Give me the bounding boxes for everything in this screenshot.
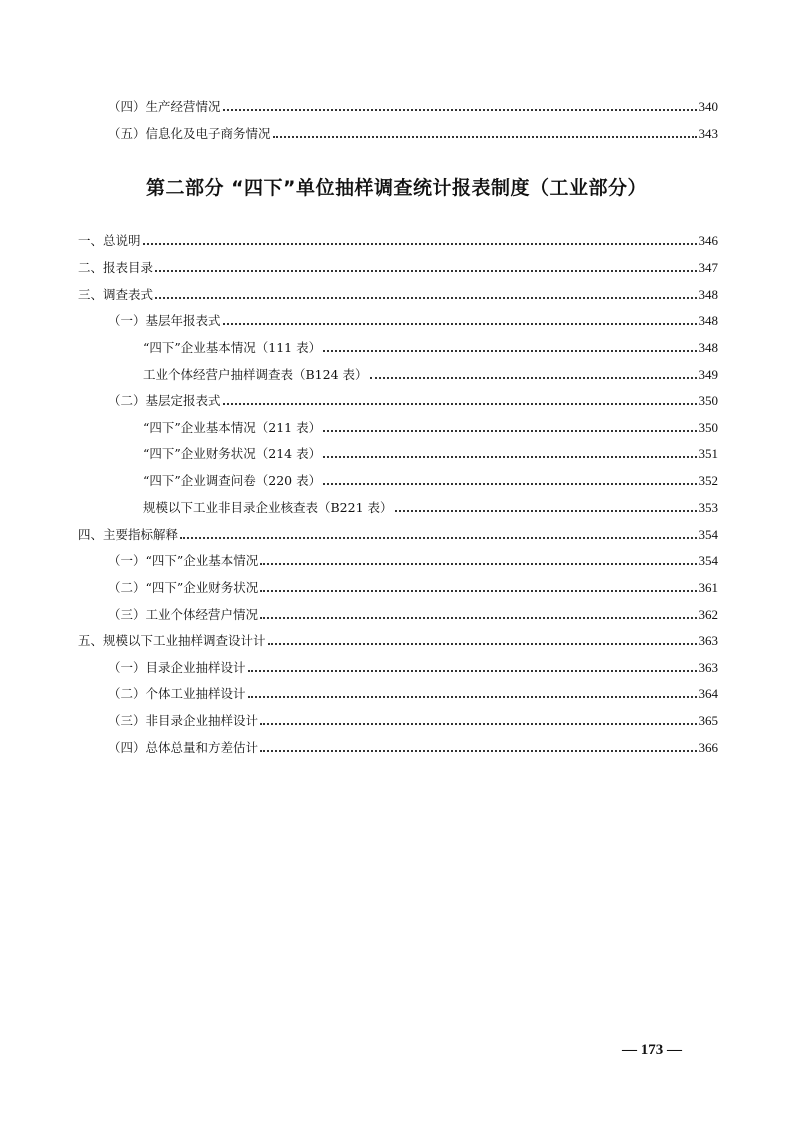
toc-entry[interactable] (78, 658, 718, 678)
toc-entry-page: 343 (698, 126, 718, 141)
toc-entry[interactable] (78, 311, 718, 331)
dot-leader (273, 136, 697, 138)
toc-entry-page: 363 (698, 633, 718, 648)
dot-leader (223, 323, 697, 325)
toc-entry-label: （一）“四下”企业基本情况 (108, 553, 259, 568)
toc-entry[interactable] (78, 338, 718, 358)
toc-entry-page: 363 (698, 660, 718, 675)
toc-entry-page: 347 (698, 260, 718, 275)
toc-entry[interactable] (78, 444, 718, 464)
toc-entry-page: 364 (698, 686, 718, 701)
dot-leader (260, 590, 696, 592)
dot-leader (370, 377, 697, 379)
dot-leader (248, 696, 697, 698)
toc-entry[interactable] (78, 525, 718, 545)
toc-entry-page: 352 (698, 473, 718, 488)
toc-entry[interactable] (78, 605, 718, 625)
toc-entry-page: 349 (698, 367, 718, 382)
toc-entry[interactable] (78, 631, 718, 651)
dot-leader (248, 670, 697, 672)
toc-entry-label: 五、规模以下工业抽样调查设计计 (78, 633, 266, 648)
toc-entry[interactable] (78, 418, 718, 438)
dot-leader (323, 456, 696, 458)
toc-entry-page: 351 (698, 446, 718, 461)
toc-entry-page: 365 (698, 713, 718, 728)
dot-leader (323, 350, 696, 352)
dot-leader (155, 297, 696, 299)
dot-leader (260, 563, 696, 565)
toc-entry-label: （四）生产经营情况 (108, 99, 221, 114)
toc-entry-label: （一）目录企业抽样设计 (108, 660, 246, 675)
toc-entry-page: 346 (698, 233, 718, 248)
toc-entry-page: 366 (698, 740, 718, 755)
dot-leader (395, 510, 697, 512)
toc-entry-label: （三）工业个体经营户情况 (108, 607, 259, 622)
toc-entry-label: 一、总说明 (78, 233, 141, 248)
toc-entry-page: 354 (698, 553, 718, 568)
dot-leader (260, 750, 696, 752)
toc-entry-label: 三、调查表式 (78, 287, 154, 302)
toc-entry[interactable] (78, 738, 718, 758)
dot-leader (143, 243, 697, 245)
toc-entry-page: 350 (698, 393, 718, 408)
toc-entry[interactable] (78, 391, 718, 411)
toc-entry[interactable] (78, 711, 718, 731)
toc-entry-page: 348 (698, 313, 718, 328)
toc-entry-label: （二）个体工业抽样设计 (108, 686, 246, 701)
toc-entry-label: “四下”企业基本情况（111 表） (143, 340, 322, 355)
toc-entry-label: “四下”企业基本情况（211 表） (143, 420, 322, 435)
toc-entry-label: “四下”企业调查问卷（220 表） (143, 473, 322, 488)
toc-entry[interactable] (78, 684, 718, 704)
dot-leader (268, 643, 697, 645)
toc-entry[interactable] (78, 578, 718, 598)
toc-entry-page: 348 (698, 287, 718, 302)
toc-entry-page: 348 (698, 340, 718, 355)
toc-entry[interactable] (78, 471, 718, 491)
toc-entry-label: （四）总体总量和方差估计 (108, 740, 259, 755)
toc-entry[interactable] (78, 97, 718, 117)
dot-leader (260, 617, 696, 619)
dot-leader (223, 403, 697, 405)
toc-entry-label: （三）非目录企业抽样设计 (108, 713, 259, 728)
toc-entry[interactable] (78, 124, 718, 144)
toc-entry-label: （五）信息化及电子商务情况 (108, 126, 271, 141)
toc-entry-label: 二、报表目录 (78, 260, 154, 275)
toc-entry-page: 350 (698, 420, 718, 435)
toc-entry[interactable] (78, 498, 718, 518)
page-number: — 173 — (622, 1042, 682, 1058)
toc-entry-label: 规模以下工业非目录企业核查表（B221 表） (143, 500, 393, 515)
section-heading: 第二部分 “四下”单位抽样调查统计报表制度（工业部分） (145, 177, 648, 199)
toc-entry[interactable] (78, 365, 718, 385)
toc-entry-label: （一）基层年报表式 (108, 313, 221, 328)
toc-entry[interactable] (78, 285, 718, 305)
toc-entry-page: 353 (698, 500, 718, 515)
toc-entry-label: 四、主要指标解释 (78, 527, 179, 542)
toc-entry-page: 362 (698, 607, 718, 622)
dot-leader (180, 537, 696, 539)
toc-entry-label: （二）“四下”企业财务状况 (108, 580, 259, 595)
toc-entry-label: （二）基层定报表式 (108, 393, 221, 408)
toc-entry-label: “四下”企业财务状况（214 表） (143, 446, 322, 461)
toc-entry[interactable] (78, 231, 718, 251)
dot-leader (223, 109, 697, 111)
dot-leader (323, 483, 696, 485)
dot-leader (260, 723, 696, 725)
toc-entry-label: 工业个体经营户抽样调查表（B124 表） (143, 367, 368, 382)
toc-entry[interactable] (78, 551, 718, 571)
toc-entry-page: 361 (698, 580, 718, 595)
dot-leader (323, 430, 696, 432)
dot-leader (155, 270, 696, 272)
toc-entry-page: 340 (698, 99, 718, 114)
toc-entry[interactable] (78, 258, 718, 278)
toc-entry-page: 354 (698, 527, 718, 542)
